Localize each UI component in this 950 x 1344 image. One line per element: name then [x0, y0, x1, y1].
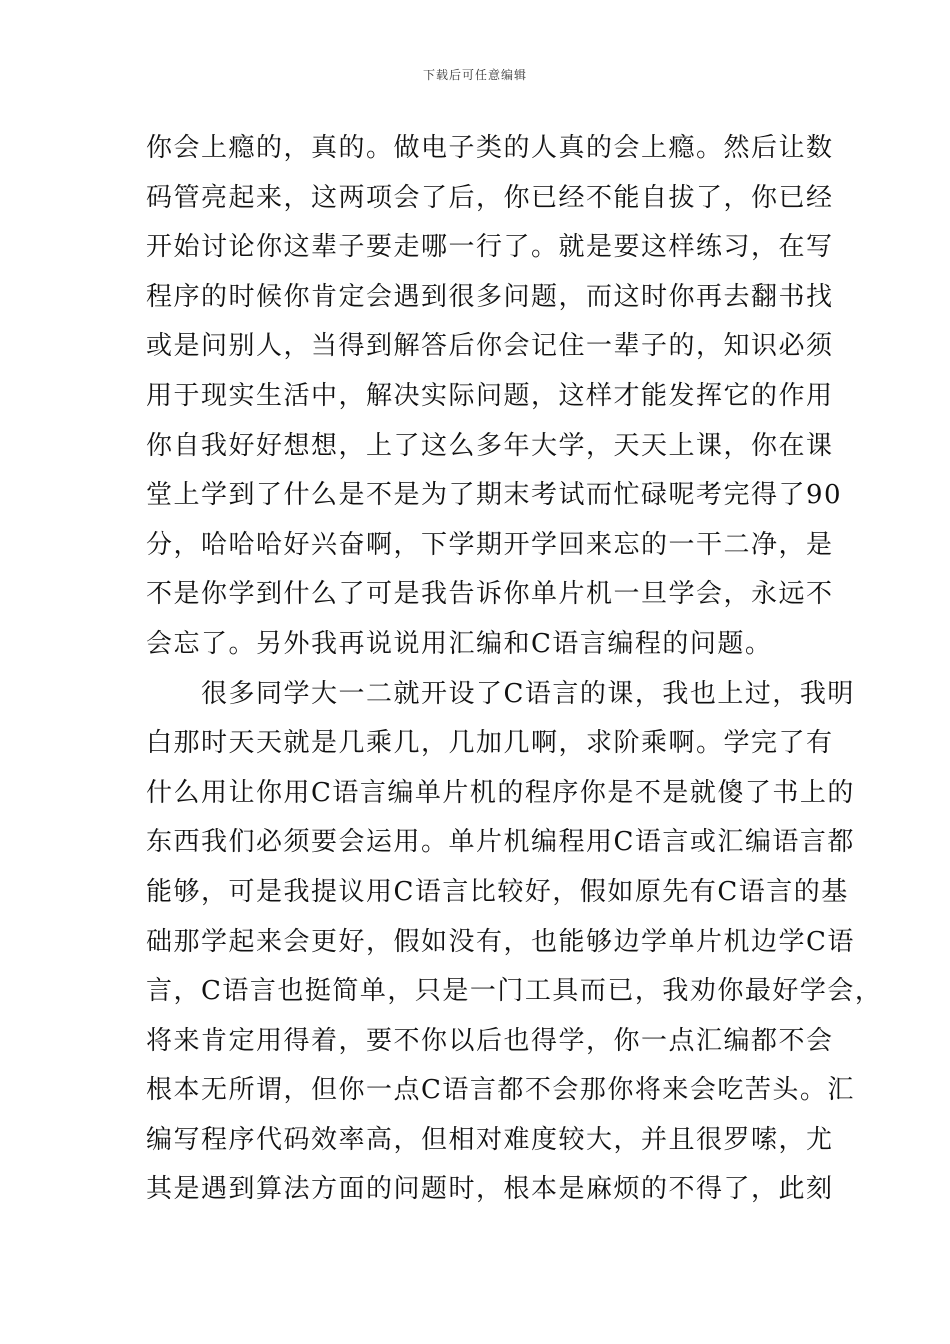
text-line: 用于现实生活中，解决实际问题，这样才能发挥它的作用 [146, 380, 834, 411]
text-line: 不是你学到什么了可是我告诉你单片机一旦学会，永远不 [146, 579, 834, 610]
text-line: 其是遇到算法方面的问题时，根本是麻烦的不得了，此刻 [146, 1174, 834, 1205]
text-line: 能够，可是我提议用C语言比较好，假如原先有C语言的基 [146, 876, 849, 907]
page-header: 下载后可任意编辑 [422, 68, 527, 82]
body-text [146, 124, 883, 1215]
text-line: 将来肯定用得着，要不你以后也得学，你一点汇编都不会 [146, 1025, 834, 1056]
text-line: 程序的时候你肯定会遇到很多问题，而这时你再去翻书找 [146, 281, 834, 312]
text-line: 会忘了。另外我再说说用汇编和C语言编程的问题。 [146, 628, 773, 659]
text-line: 东西我们必须要会运用。单片机编程用C语言或汇编语言都 [146, 827, 855, 858]
text-line: 开始讨论你这辈子要走哪一行了。就是要这样练习，在写 [146, 232, 834, 263]
text-line: 言，C语言也挺简单，只是一门工具而已，我劝你最好学会， [146, 976, 883, 1007]
text-line: 你自我好好想想，上了这么多年大学，天天上课，你在课 [146, 430, 834, 461]
text-line: 编写程序代码效率高，但相对难度较大，并且很罗嗦，尤 [146, 1124, 834, 1155]
paragraph-start-line: 很多同学大一二就开设了C语言的课，我也上过，我明 [146, 678, 855, 709]
text-line: 什么用让你用C语言编单片机的程序你是不是就傻了书上的 [146, 777, 855, 808]
text-line: 堂上学到了什么是不是为了期末考试而忙碌呢考完得了90 [146, 480, 843, 511]
text-line: 白那时天天就是几乘几，几加几啊，求阶乘啊。学完了有 [146, 728, 834, 759]
text-line: 分，哈哈哈好兴奋啊，下学期开学回来忘的一干二净，是 [146, 529, 834, 560]
text-line: 码管亮起来，这两项会了后，你已经不能自拔了，你已经 [146, 182, 834, 213]
text-line: 或是问别人，当得到解答后你会记住一辈子的，知识必须 [146, 331, 834, 362]
text-line: 你会上瘾的，真的。做电子类的人真的会上瘾。然后让数 [146, 133, 834, 163]
text-line: 础那学起来会更好，假如没有，也能够边学单片机边学C语 [146, 926, 855, 957]
text-line: 根本无所谓，但你一点C语言都不会那你将来会吃苦头。汇 [146, 1075, 855, 1106]
